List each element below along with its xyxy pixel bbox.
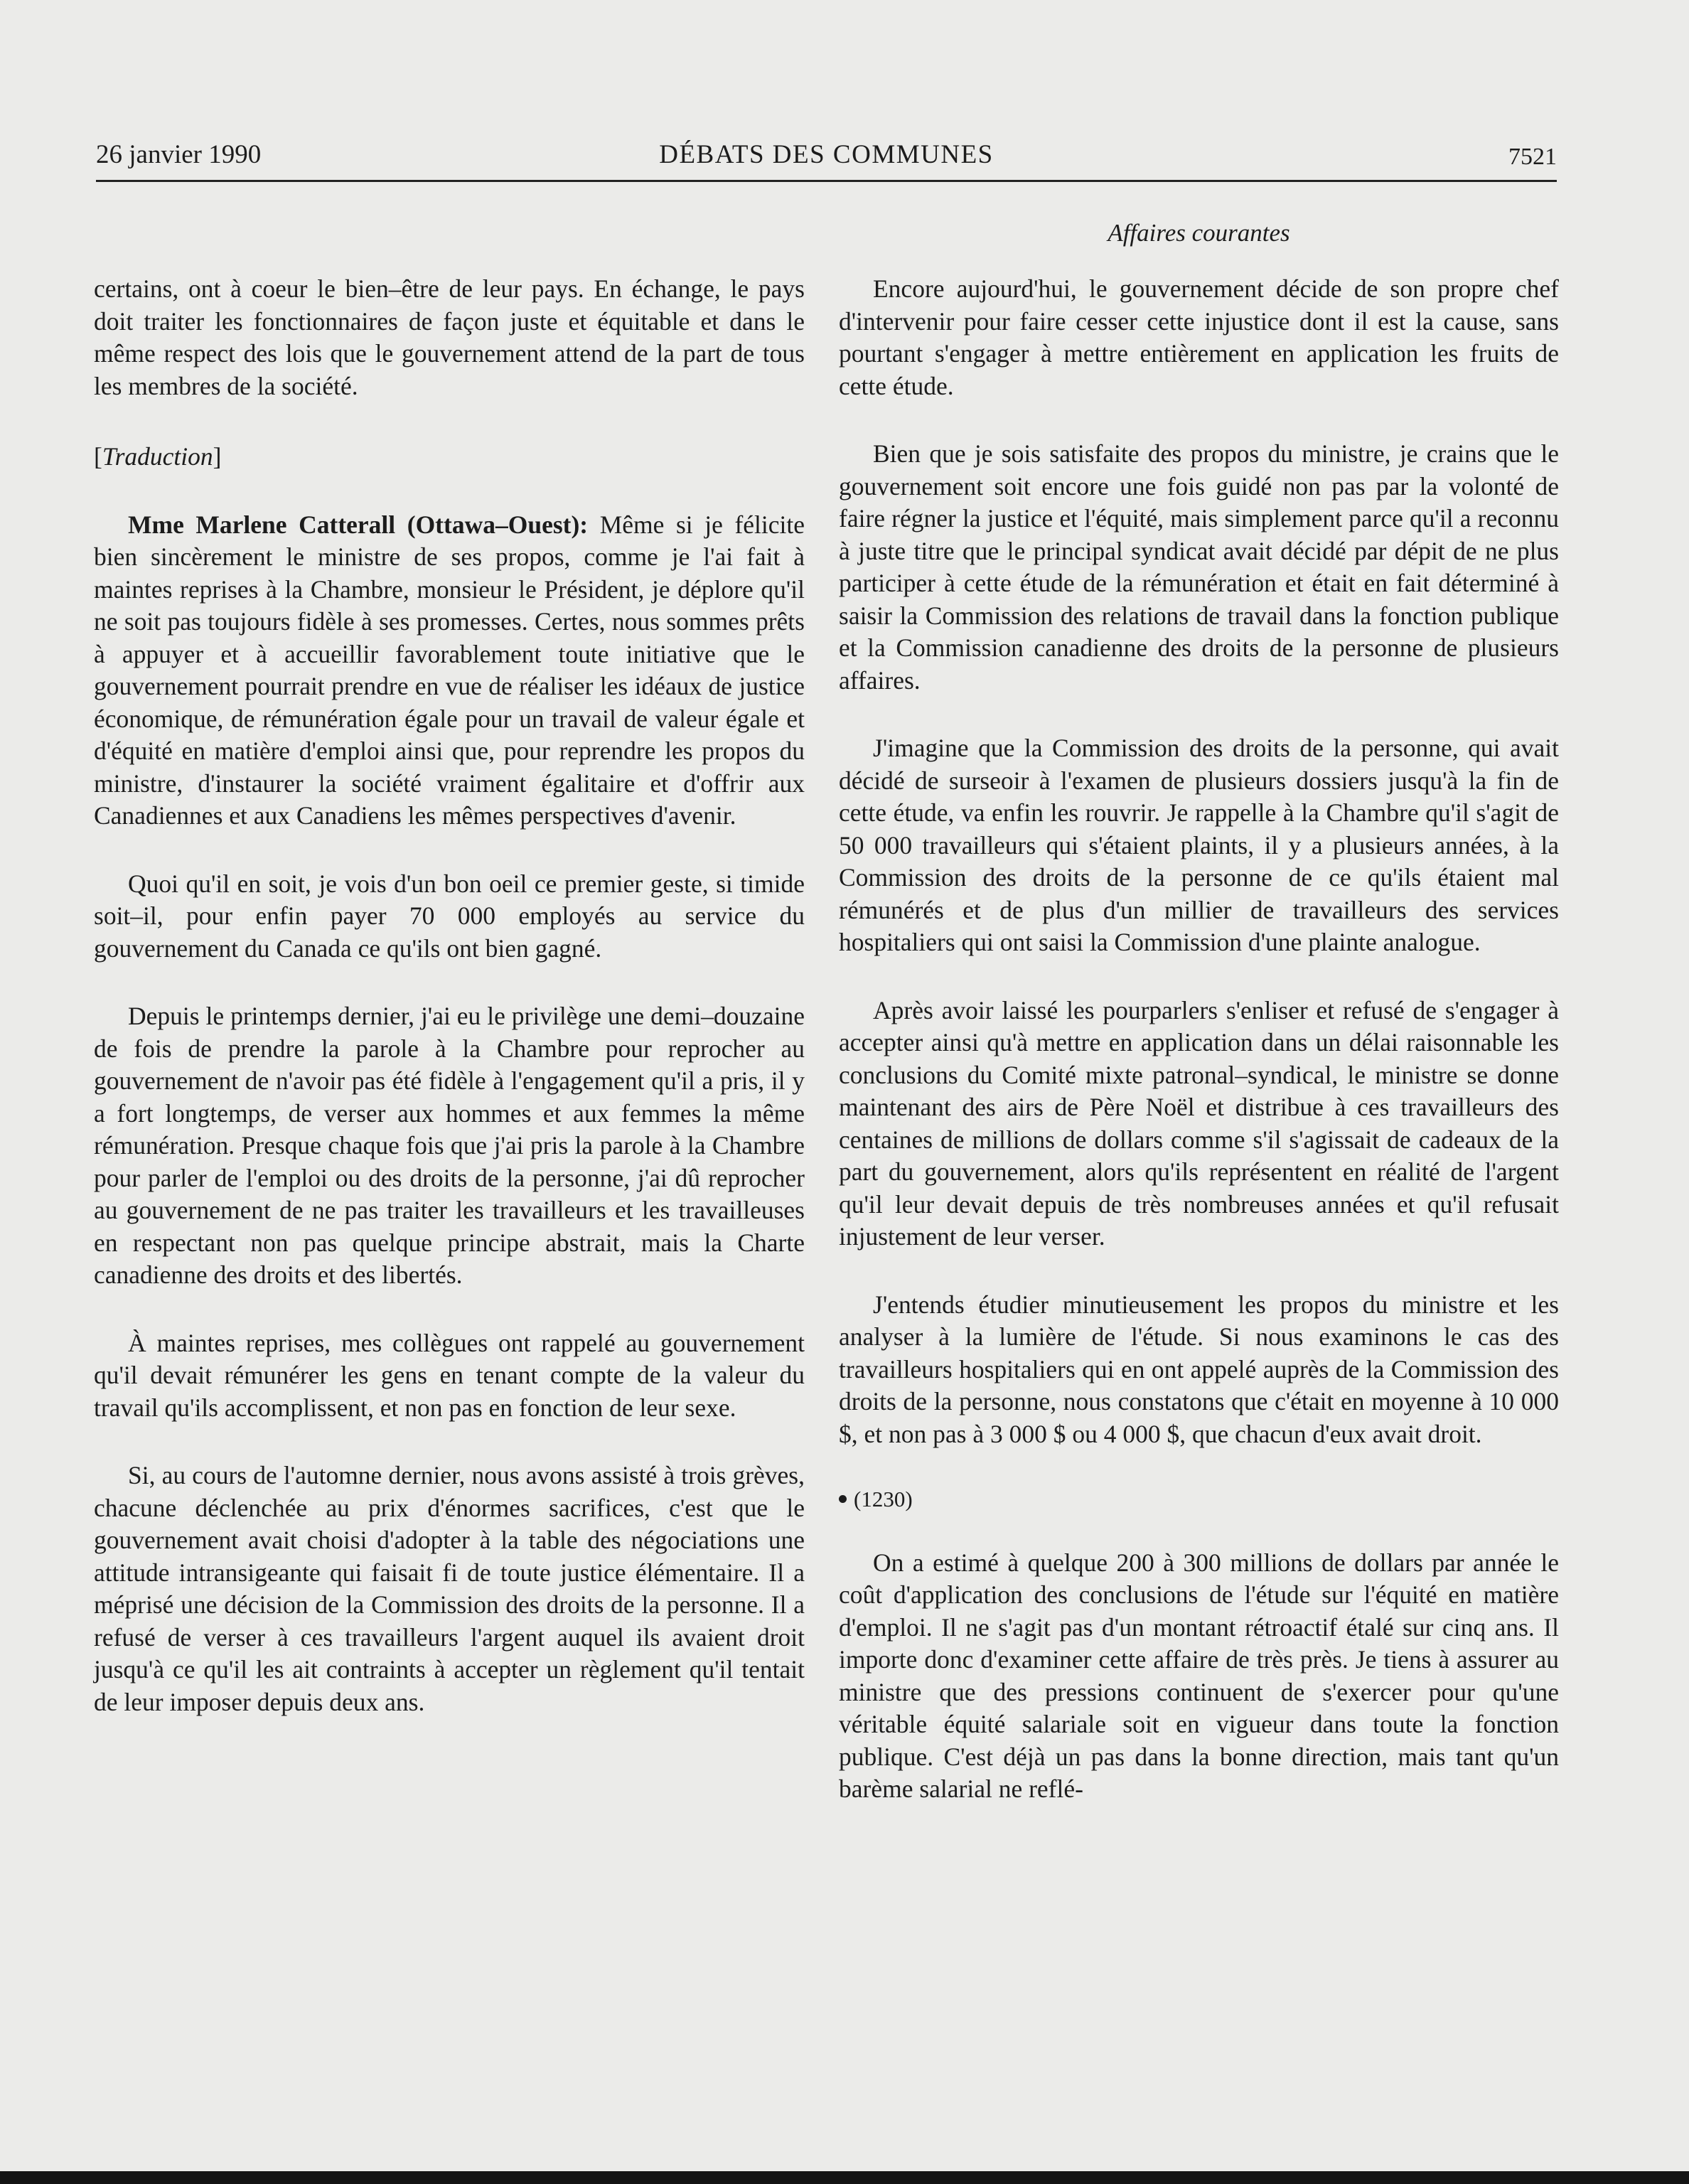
paragraph: J'imagine que la Commission des droits de la personne, qui avait décidé de surseoir à l'examen de plusieurs dossiers jusqu'à la fin de cette étude, va enfin les rouvrir. Je rappelle à la Chambre qu'il s'agit de 50 000 travailleurs qui s'étaient plaints, il y a plusieurs années, à la Commission des droits de la personne de ce qu'ils étaient mal rémunérés et de plus d'un millier de travailleurs des services hospitaliers qui ont saisi la Commission d'une plainte analogue.: [839, 734, 1559, 956]
bullet-icon: [839, 1495, 847, 1503]
speech-paragraph: [94, 509, 805, 833]
translation-note: [Traduction]: [94, 442, 222, 471]
timestamp-text: (1230): [854, 1487, 913, 1511]
speech-text: Même si je félicite bien sincèrement le ministre de ses propos, comme je l'ai fait à maintes reprises à la Chambre, monsieur le Président, je déplore qu'il ne soit pas toujours fidèle à ses promesses. Certes, nous sommes prêts à appuyer et à accueillir favorablement toute initiative que le gouvernement pourrait prendre en vue de réaliser les idéaux de justice économique, de rémunération égale pour un travail de valeur égale et d'équité en matière d'emploi ainsi que, pour reprendre les propos du ministre, d'instaurer la société vraiment égalitaire et d'offrir aux Canadiennes et aux Canadiens les mêmes perspectives d'avenir.: [94, 510, 805, 830]
paragraph: Quoi qu'il en soit, je vois d'un bon oeil ce premier geste, si timide soit–il, pour enfin payer 70 000 employés au service du gouvernement du Canada ce qu'ils ont bien gagné.: [94, 869, 805, 963]
header-date: 26 janvier 1990: [96, 140, 262, 169]
paragraph: J'entends étudier minutieusement les propos du ministre et les analyser à la lumière de l'étude. Si nous examinons le cas des travailleurs hospitaliers qui en ont appelé auprès de la Commission des droits de la personne, nous constatons que c'était en moyenne à 10 000 $, et non pas à 3 000 $ ou 4 000 $, que chacun d'eux avait droit.: [839, 1290, 1559, 1448]
paragraph: Bien que je sois satisfaite des propos du ministre, je crains que le gouvernement soit encore une fois guidé non pas par la volonté de faire régner la justice et l'équité, mais simplement parce qu'il a reconnu à juste titre que le principal syndicat avait décidé par dépit de ne plus participer à cette étude de la rémunération et était en fait déterminé à saisir la Commission des relations de travail dans la fonction publique et la Commission canadienne des droits de la personne de plusieurs affaires.: [839, 439, 1559, 695]
paragraph: Depuis le printemps dernier, j'ai eu le privilège une demi–douzaine de fois de prendre la parole à la Chambre pour reprocher au gouvernement de n'avoir pas été fidèle à l'engagement qu'il a pris, il y a fort longtemps, de verser aux hommes et aux femmes la même rémunération. Presque chaque fois que j'ai pris la parole à la Chambre pour parler de l'emploi ou des droits de la personne, j'ai dû reprocher au gouvernement de ne pas traiter les travailleurs et les travailleuses en respectant non pas quelque principe abstrait, mais la Charte canadienne des droits et des libertés.: [94, 1002, 805, 1289]
page-number: 7521: [1508, 144, 1557, 170]
translation-note-text: Traduction: [102, 442, 213, 471]
paragraph: Encore aujourd'hui, le gouvernement décide de son propre chef d'intervenir pour faire cesser cette injustice dont il est la cause, sans pourtant s'engager à mettre entièrement en application les fruits de cette étude.: [839, 274, 1559, 400]
paragraph: À maintes reprises, mes collègues ont rappelé au gouvernement qu'il devait rémunérer les gens en tenant compte de la valeur du travail qu'ils accomplissent, et non pas en fonction de leur sexe.: [94, 1328, 805, 1422]
paragraph: On a estimé à quelque 200 à 300 millions de dollars par année le coût d'application des conclusions de l'étude sur l'équité en matière d'emploi. Il ne s'agit pas d'un montant rétroactif étalé sur cinq ans. Il importe donc d'examiner cette affaire de très près. Je tiens à assurer au ministre que des pressions continuent de s'exercer pour qu'une véritable équité salariale soit en vigueur dans toute la fonction publique. C'est déjà un pas dans la bonne direction, mais tant qu'un barème salarial ne reflé-: [839, 1548, 1559, 1803]
scan-edge: [0, 2171, 1689, 2184]
header-rule: [96, 180, 1557, 182]
left-column: [94, 273, 805, 1718]
paragraph: Si, au cours de l'automne dernier, nous avons assisté à trois grèves, chacune déclenchée au prix d'énormes sacrifices, c'est que le gouvernement avait choisi d'adopter à la table des négociations une attitude intransigeante qui faisait fi de toute justice élémentaire. Il a méprisé une décision de la Commission des droits de la personne. Il a refusé de verser à ces travailleurs l'argent auquel ils avaient droit jusqu'à ce qu'il les ait contraints à accepter un règlement qu'il tentait de leur imposer depuis deux ans.: [94, 1461, 805, 1716]
speaker-name: Mme Marlene Catterall (Ottawa–Ouest):: [128, 510, 589, 539]
timestamp: [839, 1483, 1559, 1516]
paragraph: Après avoir laissé les pourparlers s'enliser et refusé de s'engager à accepter ainsi qu'à mettre en application dans un délai raisonnable les conclusions du Comité mixte patronal–syndical, le ministre se donne maintenant des airs de Père Noël et distribue à ces travailleurs des centaines de millions de dollars comme s'il s'agissait de cadeaux de la part du gouvernement, alors qu'ils représentent en réalité de l'argent qu'il leur devait depuis de très nombreuses années et qu'il refusait injustement de leur verser.: [839, 995, 1559, 1251]
header-title: DÉBATS DES COMMUNES: [659, 140, 994, 169]
paragraph: certains, ont à coeur le bien–être de leur pays. En échange, le pays doit traiter les fonctionnaires de façon juste et équitable et dans le même respect des lois que le gouvernement attend de la part de tous les membres de la société.: [94, 274, 805, 400]
right-column: [839, 273, 1559, 1806]
running-head: Affaires courantes: [1108, 219, 1290, 247]
page-header: [96, 139, 1557, 182]
